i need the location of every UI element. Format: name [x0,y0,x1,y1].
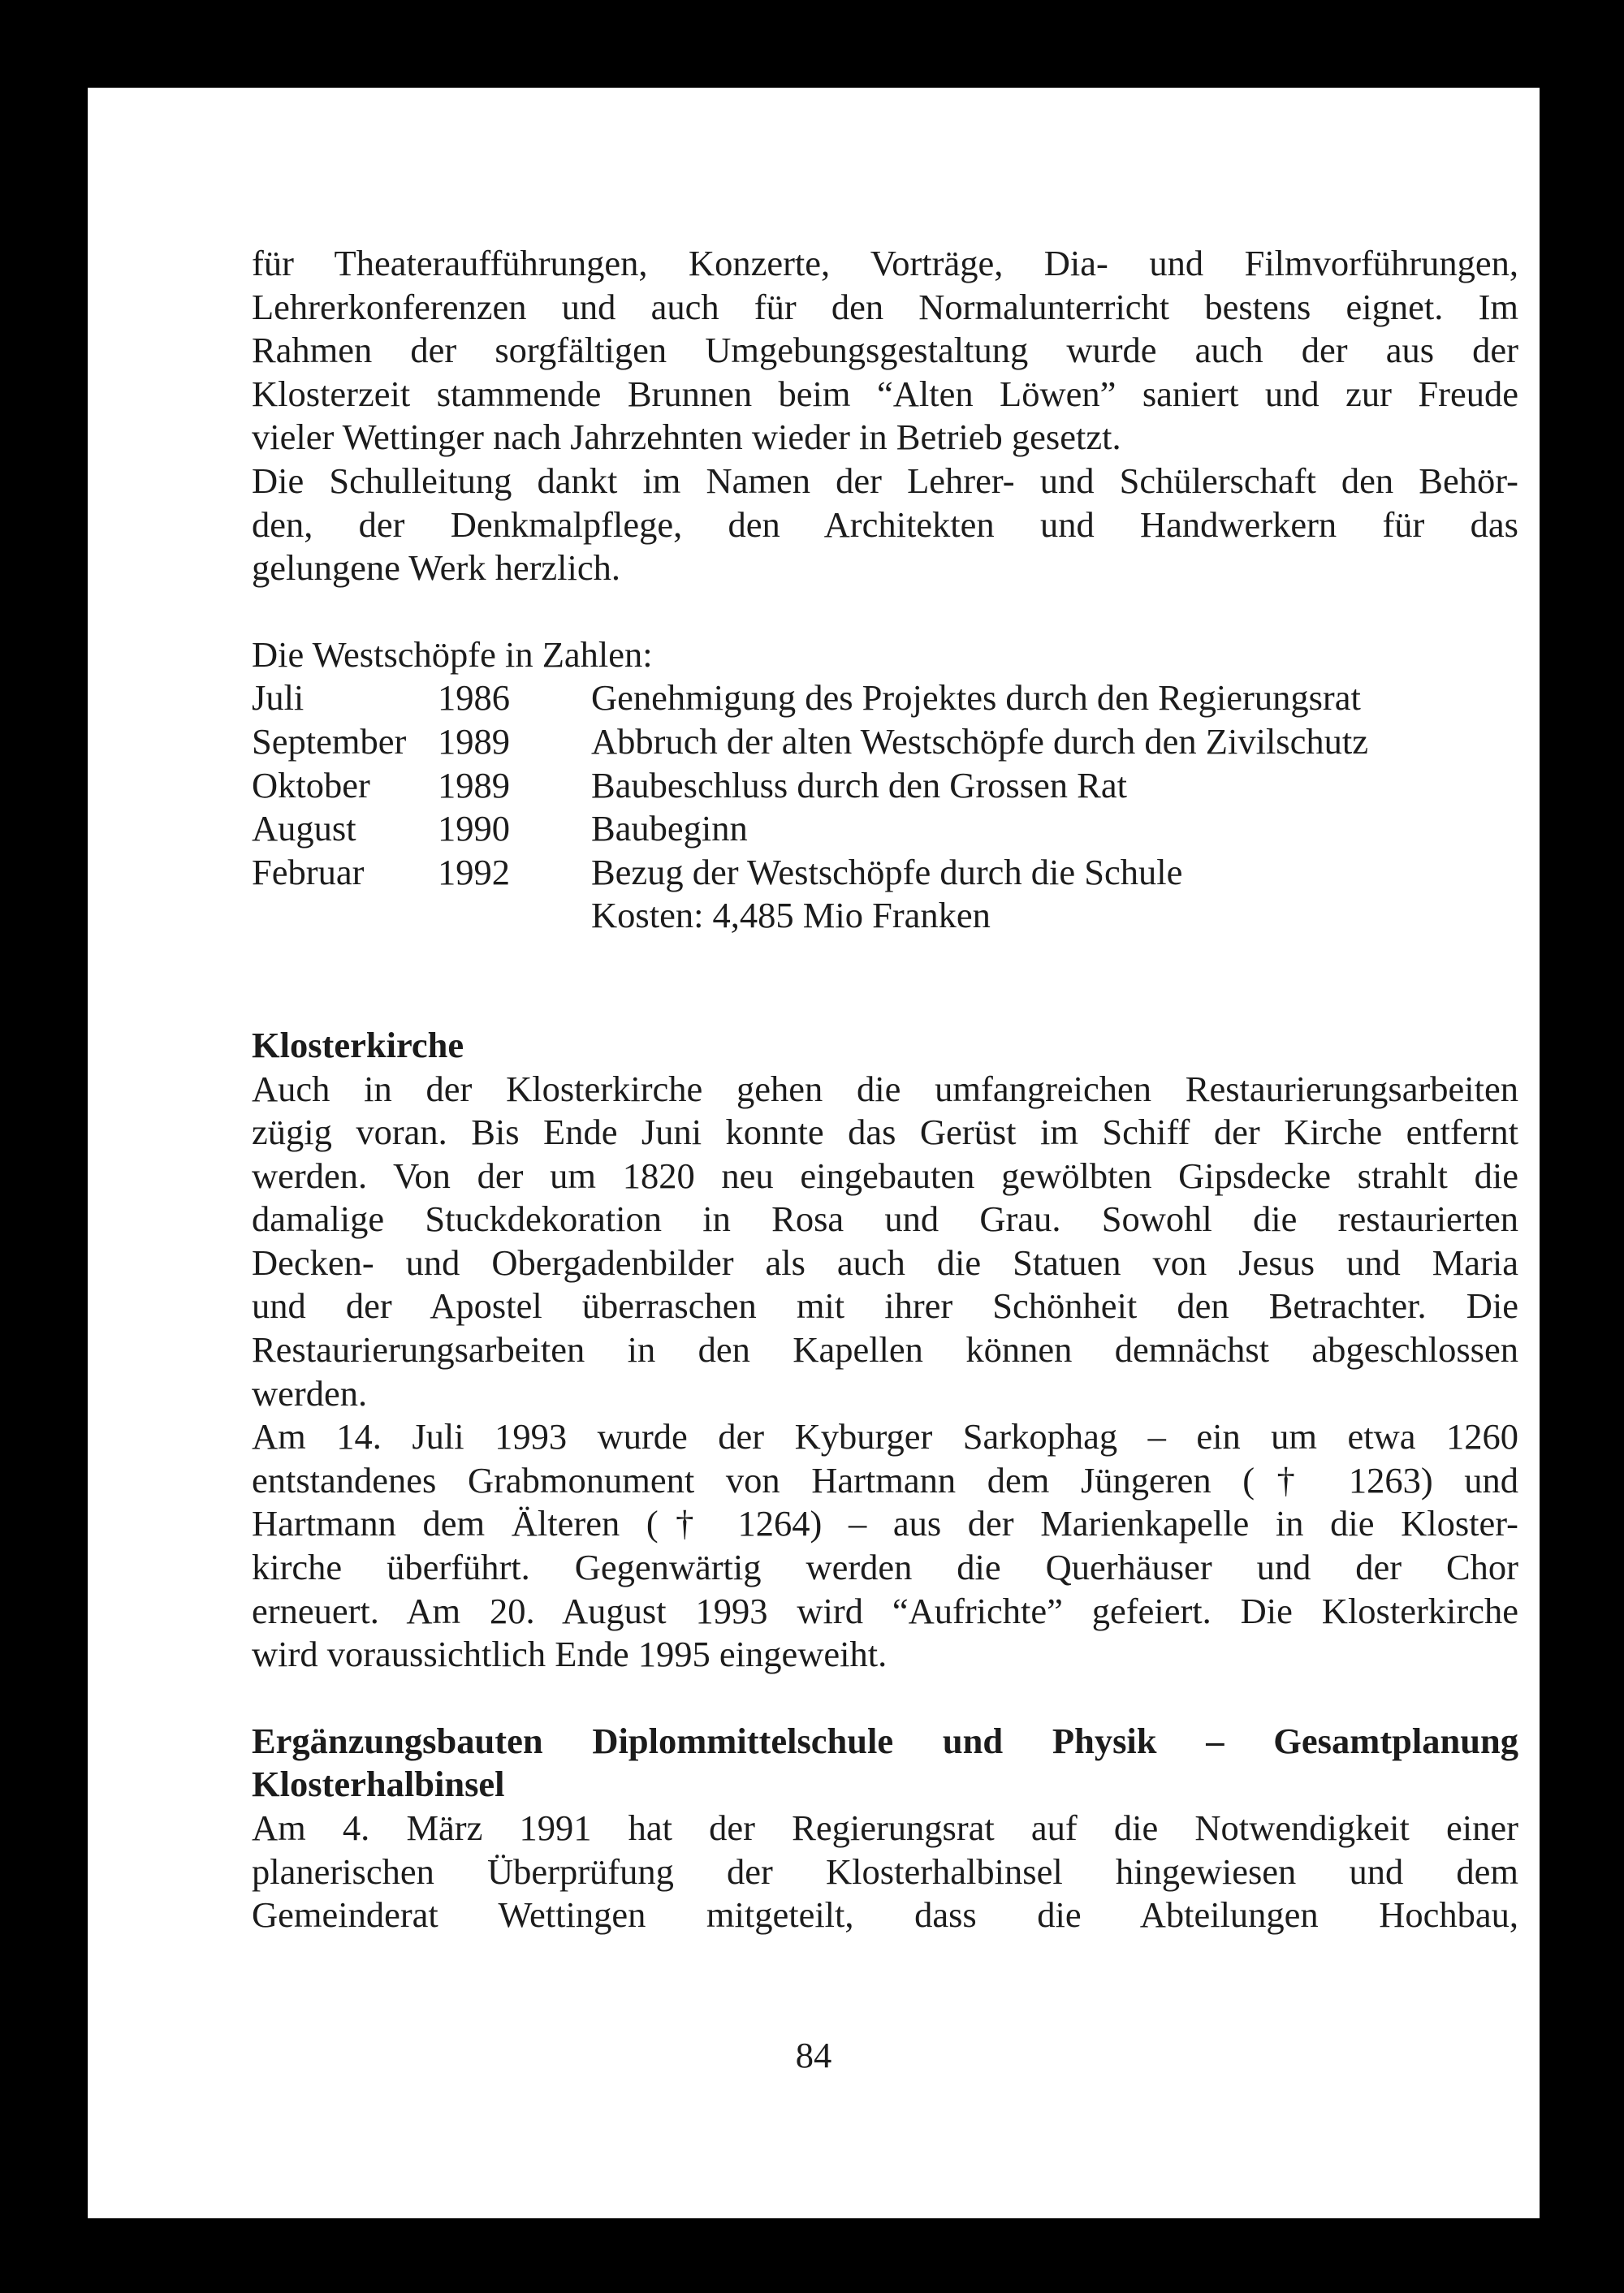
text-line: Am 4. März 1991 hat der Regierungsrat auf die Notwendigkeit einer [252,1807,1518,1848]
section-heading-ergaenzungsbauten [252,1720,1518,1807]
timeline-event: Baubeschluss durch den Grossen Rat [591,764,1127,805]
text-line: Auch in der Klosterkirche gehen die umfangreichen Restaurierungsarbeiten [252,1068,1518,1109]
ergaenzung-paragraph [252,1807,1518,1937]
page-content [252,242,1518,1937]
text-line: Lehrerkonferenzen und auch für den Normalunterricht bestens eignet. Im [252,286,1518,327]
text-line: Gemeinderat Wettingen mitgeteilt, dass die Abteilungen Hochbau, [252,1894,1518,1936]
klosterkirche-paragraph-1 [252,1068,1518,1416]
timeline-table [252,676,1518,938]
timeline-cost-row [252,894,1518,938]
text-line: entstandenes Grabmonument von Hartmann dem Jüngeren († 1263) und [252,1459,1518,1501]
section-heading-klosterkirche: Klosterkirche [252,1024,464,1065]
text-line: Rahmen der sorgfältigen Umgebungsgestaltung wurde auch der aus der [252,330,1518,371]
timeline-year: 1989 [438,764,510,805]
text-line: erneuert. Am 20. August 1993 wird “Aufrichte” gefeiert. Die Klosterkirche [252,1590,1518,1631]
timeline-year: 1986 [438,677,510,719]
text-line: Die Schulleitung dankt im Namen der Lehrer- und Schülerschaft den Behör- [252,460,1518,501]
timeline-event: Genehmigung des Projektes durch den Regierungsrat [591,677,1361,719]
timeline-event: Abbruch der alten Westschöpfe durch den Zivilschutz [591,720,1368,762]
intro-paragraph [252,242,1518,460]
text-line: gelungene Werk herzlich. [252,547,620,589]
timeline-row [252,720,1518,764]
timeline-year: 1990 [438,808,510,849]
text-line: zügig voran. Bis Ende Juni konnte das Gerüst im Schiff der Kirche entfernt [252,1112,1518,1153]
timeline-row [252,676,1518,720]
timeline-event: Bezug der Westschöpfe durch die Schule [591,851,1183,892]
text-line: für Theateraufführungen, Konzerte, Vorträge, Dia- und Filmvorführungen, [252,243,1518,283]
thanks-paragraph [252,460,1518,590]
timeline-row [252,851,1518,895]
text-line: wird voraussichtlich Ende 1995 eingeweiht. [252,1634,888,1675]
text-line: kirche überführt. Gegenwärtig werden die Querhäuser und der Chor [252,1547,1518,1588]
text-line: Decken- und Obergadenbilder als auch die Statuen von Jesus und Maria [252,1242,1518,1283]
text-line: planerischen Überprüfung der Klosterhalbinsel hingewiesen und dem [252,1850,1518,1892]
timeline-year: 1989 [438,720,510,762]
timeline-year: 1992 [438,851,510,892]
text-line: Hartmann dem Älteren († 1264) – aus der Marienkapelle in die Kloster- [252,1503,1518,1544]
text-line: damalige Stuckdekoration in Rosa und Grau. Sowohl die restaurierten [252,1198,1518,1240]
timeline-month: Oktober [252,764,370,805]
heading-line: Klosterhalbinsel [252,1764,505,1805]
timeline-month: Juli [252,677,304,719]
text-line: Restaurierungsarbeiten in den Kapellen können demnächst abgeschlossen [252,1329,1518,1371]
text-line: werden. [252,1372,368,1414]
text-line: vieler Wettinger nach Jahrzehnten wieder in Betrieb gesetzt. [252,417,1121,458]
timeline-month: August [252,808,356,849]
text-line: Am 14. Juli 1993 wurde der Kyburger Sarkophag – ein um etwa 1260 [252,1416,1518,1457]
document-page [88,88,1540,2218]
heading-line: Ergänzungsbauten Diplommittelschule und Physik – Gesamtplanung [252,1720,1518,1761]
page-number: 84 [795,2035,832,2075]
timeline-row [252,807,1518,851]
timeline-month: September [252,720,407,762]
timeline-event: Baubeginn [591,808,748,849]
timeline-month: Februar [252,851,365,892]
text-line: werden. Von der um 1820 neu eingebauten gewölbten Gipsdecke strahlt die [252,1155,1518,1196]
timeline-row [252,764,1518,808]
text-line: den, der Denkmalpflege, den Architekten und Handwerkern für das [252,503,1518,545]
timeline-cost: Kosten: 4,485 Mio Franken [591,895,991,936]
klosterkirche-paragraph-2 [252,1415,1518,1677]
text-line: Klosterzeit stammende Brunnen beim “Alten Löwen” saniert und zur Freude [252,373,1518,414]
timeline-caption: Die Westschöpfe in Zahlen: [252,633,653,675]
text-line: und der Apostel überraschen mit ihrer Schönheit den Betrachter. Die [252,1285,1518,1327]
